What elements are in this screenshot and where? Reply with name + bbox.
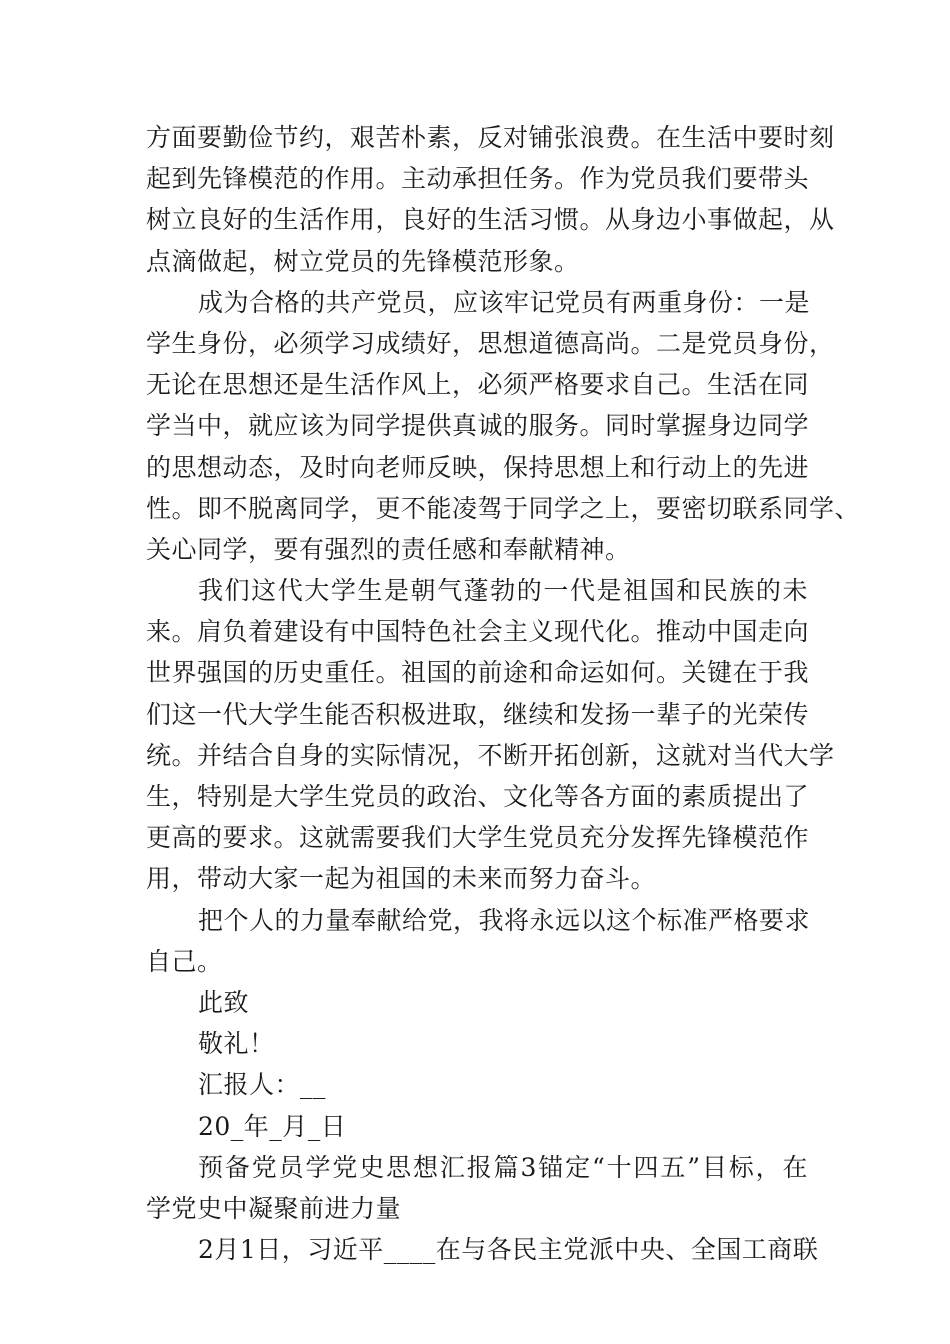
text-line: 无论在思想还是生活作风上，必须严格要求自己。生活在同 xyxy=(146,370,810,400)
text-line: 此致 xyxy=(198,987,250,1017)
text-line: 统。并结合自身的实际情况，不断开拓创新，这就对当代大学 xyxy=(146,740,835,770)
text-line: 自己。 xyxy=(146,946,223,976)
text-line: 的思想动态，及时向老师反映，保持思想上和行动上的先进 xyxy=(146,452,810,482)
text-line: 更高的要求。这就需要我们大学生党员充分发挥先锋模范作 xyxy=(146,823,810,853)
text-line: 点滴做起，树立党员的先锋模范形象。 xyxy=(146,246,580,276)
text-line: 树立良好的生活作用，良好的生活习惯。从身边小事做起，从 xyxy=(146,205,835,235)
paragraph xyxy=(146,900,811,982)
paragraph xyxy=(146,117,835,282)
paragraph xyxy=(146,982,808,1023)
text-line: 学当中，就应该为同学提供真诚的服务。同时掌握身边同学 xyxy=(146,411,810,441)
text-line: 生，特别是大学生党员的政治、文化等各方面的素质提出了 xyxy=(146,782,810,811)
text-line: 来。肩负着建设有中国特色社会主义现代化。推动中国走向 xyxy=(146,617,810,647)
text-line: 预备党员学党史思想汇报篇3锚定“十四五”目标，在 xyxy=(198,1152,808,1182)
text-line: 我们这代大学生是朝气蓬勃的一代是祖国和民族的未 xyxy=(198,576,808,606)
paragraph xyxy=(146,1147,808,1229)
document-page xyxy=(146,117,861,1270)
text-line: 把个人的力量奉献给党，我将永远以这个标准严格要求 xyxy=(198,905,811,935)
text-line: 2月1日，习近平____在与各民主党派中央、全国工商联 xyxy=(198,1235,819,1265)
paragraph xyxy=(146,1229,819,1270)
paragraph xyxy=(146,570,835,900)
text-line: 学生身份，必须学习成绩好，思想道德高尚。二是党员身份， xyxy=(146,328,835,358)
text-line: 用，带动大家一起为祖国的未来而努力奋斗。 xyxy=(146,864,657,894)
text-line: 学党史中凝聚前进力量 xyxy=(146,1193,402,1223)
paragraph xyxy=(146,282,861,570)
text-line: 方面要勤俭节约，艰苦朴素，反对铺张浪费。在生活中要时刻 xyxy=(146,123,835,152)
text-line: 20_年_月_日 xyxy=(198,1111,347,1141)
text-line: 成为合格的共产党员，应该牢记党员有两重身份：一是 xyxy=(198,287,811,317)
text-line: 们这一代大学生能否积极进取，继续和发扬一辈子的光荣传 xyxy=(146,699,810,729)
text-line: 性。即不脱离同学，更不能凌驾于同学之上，要密切联系同学、 xyxy=(146,493,861,523)
paragraph xyxy=(146,1064,808,1105)
text-line: 世界强国的历史重任。祖国的前途和命运如何。关键在于我 xyxy=(146,658,810,688)
paragraph xyxy=(146,1106,808,1147)
text-line: 起到先锋模范的作用。主动承担任务。作为党员我们要带头 xyxy=(146,164,810,194)
text-line: 汇报人：__ xyxy=(198,1070,327,1100)
text-line: 敬礼！ xyxy=(198,1029,275,1059)
paragraph xyxy=(146,1023,808,1064)
text-line: 关心同学，要有强烈的责任感和奉献精神。 xyxy=(146,534,631,564)
